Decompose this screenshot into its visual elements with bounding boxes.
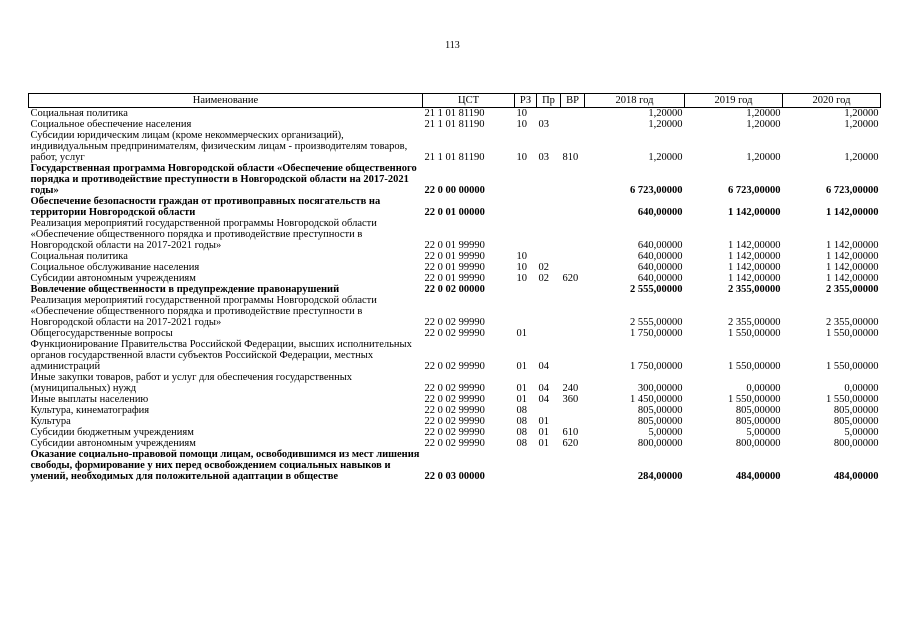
row-2018: 640,00000 (637, 240, 683, 251)
row-2018: 805,00000 (637, 416, 683, 427)
row-rz: 01 (516, 394, 527, 405)
row-vr: 610 (562, 427, 579, 438)
row-cst: 21 1 01 81190 (424, 108, 485, 119)
row-2019: 1 142,00000 (728, 273, 781, 284)
row-pr: 03 (538, 119, 549, 130)
row-2020: 1 550,00000 (826, 394, 879, 405)
row-2018: 1,20000 (648, 108, 683, 119)
table-row (29, 449, 881, 482)
row-2020: 1,20000 (844, 108, 879, 119)
row-2020: 1 142,00000 (826, 273, 879, 284)
page-number: 113 (445, 40, 460, 51)
row-cst: 22 0 03 00000 (424, 471, 485, 482)
row-pr: 04 (538, 361, 549, 372)
row-rz: 10 (516, 108, 527, 119)
row-name: Культура, кинематография (30, 405, 150, 416)
row-rz: 08 (516, 427, 527, 438)
row-cst: 22 0 01 99990 (424, 262, 485, 273)
row-2018: 1,20000 (648, 119, 683, 130)
row-2020: 805,00000 (833, 405, 879, 416)
row-cst: 22 0 01 99990 (424, 240, 485, 251)
row-2019: 1 142,00000 (728, 262, 781, 273)
row-2020: 5,00000 (844, 427, 879, 438)
table-row (29, 438, 881, 449)
row-rz (515, 449, 537, 482)
row-name: Социальное обслуживание населения (30, 262, 200, 273)
row-2019: 1 142,00000 (728, 240, 781, 251)
row-vr: 620 (562, 438, 579, 449)
row-2020: 1 142,00000 (826, 262, 879, 273)
row-cst: 22 0 02 99990 (424, 328, 485, 339)
row-rz (515, 295, 537, 328)
row-name: Социальная политика (30, 108, 128, 119)
row-pr (537, 284, 561, 295)
table-row (29, 108, 881, 120)
table-header-row (29, 94, 881, 108)
row-name: Иные закупки товаров, работ и услуг для обеспечения государственных (муниципальных) нужд (30, 372, 353, 394)
table-body (29, 108, 881, 483)
row-2019: 2 355,00000 (728, 284, 781, 295)
row-vr: 620 (562, 273, 579, 284)
row-rz: 08 (516, 416, 527, 427)
row-rz: 10 (516, 251, 527, 262)
row-pr: 01 (538, 438, 549, 449)
row-2018: 640,00000 (637, 251, 683, 262)
row-cst: 22 0 02 00000 (424, 284, 485, 295)
row-rz: 01 (516, 328, 527, 339)
row-cst: 22 0 02 99990 (424, 361, 485, 372)
row-2020: 1 550,00000 (826, 328, 879, 339)
row-2018: 640,00000 (637, 262, 683, 273)
row-name: Реализация мероприятий государственной программы Новгородской области «Обеспечение общественного порядка и противодействие преступности в Новгородской области на 2017-2021 годы» (30, 218, 377, 251)
row-2019: 1,20000 (746, 119, 781, 130)
row-vr (561, 416, 585, 427)
row-2020: 2 355,00000 (826, 317, 879, 328)
row-2019: 805,00000 (735, 416, 781, 427)
row-2020: 1 550,00000 (826, 361, 879, 372)
header-2019: 2019 год (685, 94, 783, 108)
row-2019: 484,00000 (735, 471, 781, 482)
row-pr (537, 218, 561, 251)
row-pr: 02 (538, 262, 549, 273)
row-rz (515, 218, 537, 251)
row-2019: 1 550,00000 (728, 394, 781, 405)
row-rz (515, 284, 537, 295)
row-rz: 08 (516, 438, 527, 449)
row-vr (561, 108, 585, 120)
row-rz: 01 (516, 383, 527, 394)
row-vr (561, 262, 585, 273)
row-rz: 10 (516, 119, 527, 130)
row-rz: 01 (516, 361, 527, 372)
row-name: Общегосударственные вопросы (30, 328, 173, 339)
row-pr (537, 328, 561, 339)
row-name: Культура (30, 416, 71, 427)
table-row (29, 372, 881, 394)
row-2018: 800,00000 (637, 438, 683, 449)
header-name: Наименование (29, 94, 423, 108)
row-pr (537, 163, 561, 196)
row-cst: 22 0 02 99990 (424, 416, 485, 427)
row-2018: 1 450,00000 (630, 394, 683, 405)
row-name: Обеспечение безопасности граждан от противоправных посягательств на территории Новгородской области (30, 196, 381, 218)
row-vr (561, 449, 585, 482)
table-row (29, 427, 881, 438)
row-rz (515, 163, 537, 196)
row-2018: 6 723,00000 (630, 185, 683, 196)
row-vr: 240 (562, 383, 579, 394)
row-pr: 01 (538, 416, 549, 427)
row-name: Субсидии автономным учреждениям (30, 438, 196, 449)
row-2020: 1,20000 (844, 119, 879, 130)
row-cst: 22 0 02 99990 (424, 427, 485, 438)
row-2019: 800,00000 (735, 438, 781, 449)
row-name: Социальное обеспечение населения (30, 119, 192, 130)
header-2020: 2020 год (783, 94, 881, 108)
row-rz (515, 196, 537, 218)
header-cst: ЦСТ (423, 94, 515, 108)
row-2020: 0,00000 (844, 383, 879, 394)
row-name: Субсидии автономным учреждениям (30, 273, 196, 284)
row-vr (561, 284, 585, 295)
row-name: Субсидии бюджетным учреждениям (30, 427, 194, 438)
row-2019: 1,20000 (746, 152, 781, 163)
row-vr (561, 295, 585, 328)
row-2020: 1 142,00000 (826, 240, 879, 251)
row-2019: 1 550,00000 (728, 328, 781, 339)
row-name: Реализация мероприятий государственной программы Новгородской области «Обеспечение общественного порядка и противодействие преступности в Новгородской области на 2017-2021 годы» (30, 295, 377, 328)
row-2019: 5,00000 (746, 427, 781, 438)
row-rz: 08 (516, 405, 527, 416)
table-row (29, 295, 881, 328)
row-2018: 640,00000 (637, 273, 683, 284)
row-2020: 2 355,00000 (826, 284, 879, 295)
table-row (29, 416, 881, 427)
row-2019: 1 142,00000 (728, 207, 781, 218)
row-pr: 04 (538, 383, 549, 394)
table-row (29, 284, 881, 295)
row-rz: 10 (516, 273, 527, 284)
row-vr (561, 328, 585, 339)
row-pr (537, 449, 561, 482)
row-2020: 1 142,00000 (826, 207, 879, 218)
row-vr: 810 (562, 152, 579, 163)
row-vr (561, 251, 585, 262)
row-2020: 484,00000 (833, 471, 879, 482)
table-row (29, 163, 881, 196)
row-2020: 805,00000 (833, 416, 879, 427)
row-name: Иные выплаты населению (30, 394, 149, 405)
row-cst: 22 0 02 99990 (424, 438, 485, 449)
row-pr: 02 (538, 273, 549, 284)
row-2018: 805,00000 (637, 405, 683, 416)
row-2019: 1 550,00000 (728, 361, 781, 372)
row-pr (537, 251, 561, 262)
row-name: Функционирование Правительства Российской Федерации, высших исполнительных органов государственной власти субъектов Российской Федерации, местных администраций (30, 339, 412, 372)
row-vr: 360 (562, 394, 579, 405)
row-2020: 1,20000 (844, 152, 879, 163)
row-vr (561, 405, 585, 416)
row-pr (537, 405, 561, 416)
row-2019: 805,00000 (735, 405, 781, 416)
row-vr (561, 196, 585, 218)
row-2018: 640,00000 (637, 207, 683, 218)
row-cst: 22 0 01 99990 (424, 251, 485, 262)
table-row (29, 394, 881, 405)
row-pr (537, 108, 561, 120)
table-row (29, 251, 881, 262)
row-2018: 1 750,00000 (630, 328, 683, 339)
row-cst: 22 0 02 99990 (424, 317, 485, 328)
table-row (29, 196, 881, 218)
budget-table (28, 93, 881, 482)
row-pr: 04 (538, 394, 549, 405)
row-vr (561, 339, 585, 372)
row-2019: 0,00000 (746, 383, 781, 394)
header-2018: 2018 год (585, 94, 685, 108)
row-cst: 21 1 01 81190 (424, 119, 485, 130)
row-pr (537, 196, 561, 218)
row-vr (561, 119, 585, 130)
table-row (29, 328, 881, 339)
row-pr: 03 (538, 152, 549, 163)
row-pr: 01 (538, 427, 549, 438)
row-vr (561, 218, 585, 251)
row-cst: 22 0 00 00000 (424, 185, 485, 196)
table-row (29, 405, 881, 416)
table-row (29, 130, 881, 163)
row-2020: 800,00000 (833, 438, 879, 449)
row-cst: 21 1 01 81190 (424, 152, 485, 163)
header-pr: Пр (537, 94, 561, 108)
table-row (29, 218, 881, 251)
row-name: Оказание социально-правовой помощи лицам, освободившимся из мест лишения свободы, формирование у них перед освобождением социальных навыков и умений, необходимых для положительной адаптации в обществе (30, 449, 420, 482)
row-cst: 22 0 02 99990 (424, 394, 485, 405)
table-row (29, 273, 881, 284)
row-vr (561, 163, 585, 196)
row-name: Субсидии юридическим лицам (кроме некоммерческих организаций), индивидуальным предпринимателям, физическим лицам - производителям товаров, работ, услуг (30, 130, 408, 163)
header-vr: ВР (561, 94, 585, 108)
table-row (29, 119, 881, 130)
row-rz: 10 (516, 262, 527, 273)
row-name: Социальная политика (30, 251, 128, 262)
row-pr (537, 295, 561, 328)
table-row (29, 339, 881, 372)
row-cst: 22 0 02 99990 (424, 405, 485, 416)
row-2020: 6 723,00000 (826, 185, 879, 196)
row-2019: 1 142,00000 (728, 251, 781, 262)
table-row (29, 262, 881, 273)
row-2018: 2 555,00000 (630, 284, 683, 295)
row-rz: 10 (516, 152, 527, 163)
row-2020: 1 142,00000 (826, 251, 879, 262)
row-2018: 1,20000 (648, 152, 683, 163)
row-cst: 22 0 01 99990 (424, 273, 485, 284)
row-name: Вовлечение общественности в предупреждение правонарушений (30, 284, 340, 295)
row-2018: 2 555,00000 (630, 317, 683, 328)
row-2018: 5,00000 (648, 427, 683, 438)
row-2019: 6 723,00000 (728, 185, 781, 196)
row-2018: 1 750,00000 (630, 361, 683, 372)
header-rz: РЗ (515, 94, 537, 108)
row-cst: 22 0 01 00000 (424, 207, 485, 218)
row-2018: 284,00000 (637, 471, 683, 482)
row-cst: 22 0 02 99990 (424, 383, 485, 394)
row-2019: 2 355,00000 (728, 317, 781, 328)
row-2019: 1,20000 (746, 108, 781, 119)
row-2018: 300,00000 (637, 383, 683, 394)
row-name: Государственная программа Новгородской области «Обеспечение общественного порядка и противодействие преступности в Новгородской области на 2017-2021 годы» (30, 163, 417, 196)
